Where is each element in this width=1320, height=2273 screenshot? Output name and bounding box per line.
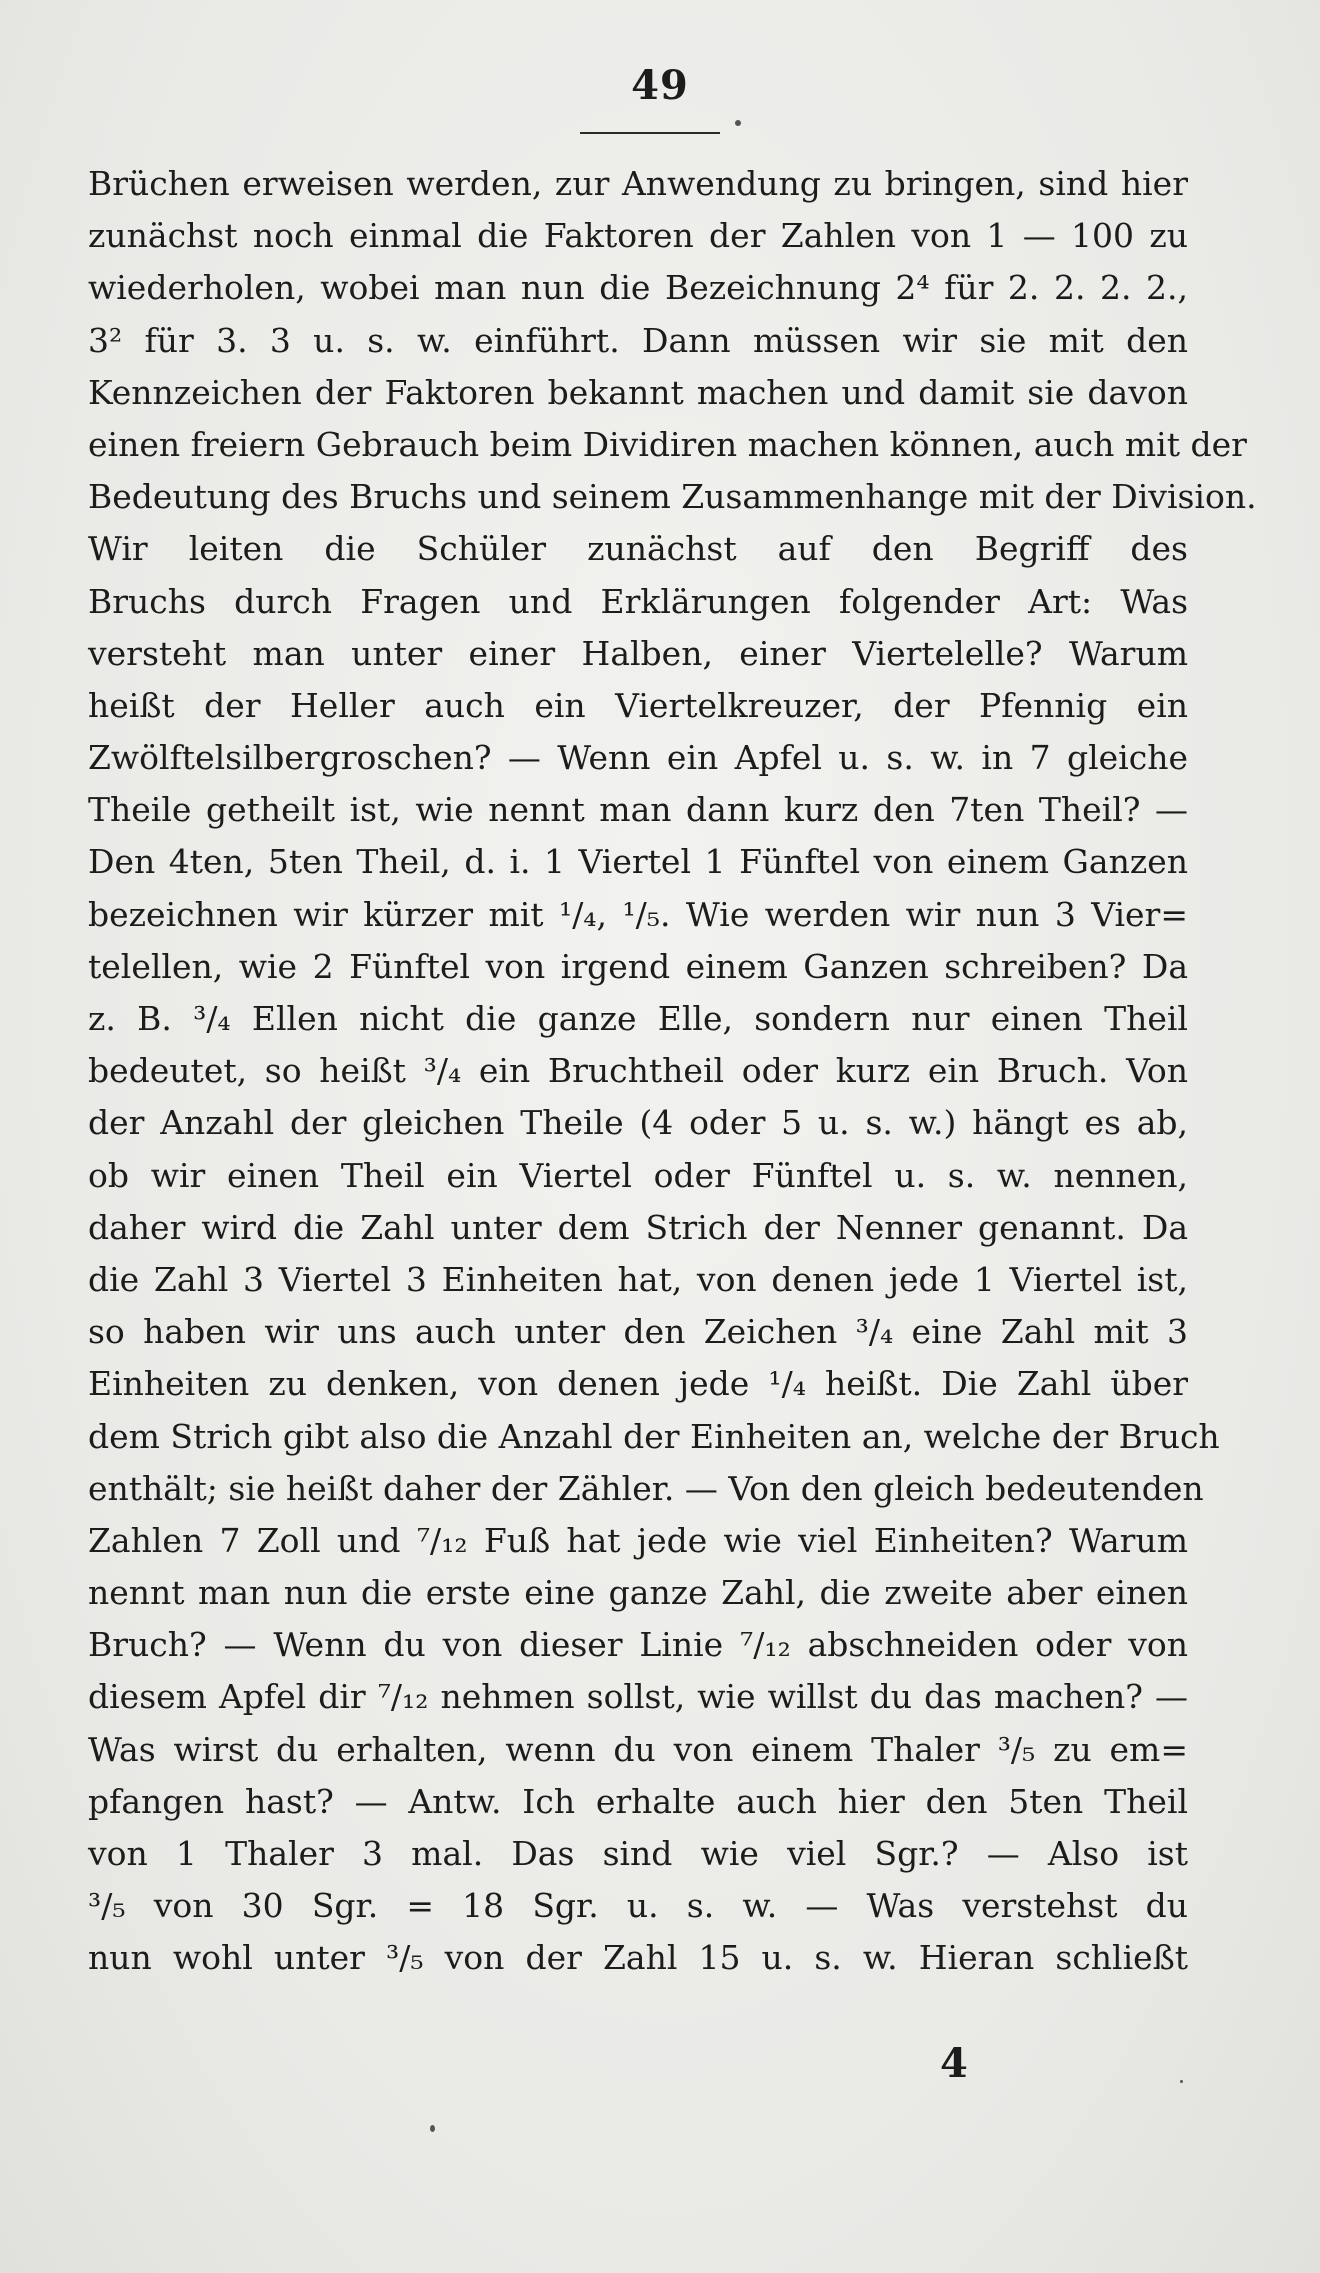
text-line: Bedeutung des Bruchs und seinem Zusammenhange mit der Division. bbox=[88, 477, 1257, 517]
text-line: Bruchs durch Fragen und Erklärungen folgender Art: Was bbox=[88, 581, 1188, 621]
text-line: dem Strich gibt also die Anzahl der Einheiten an, welche der Bruch bbox=[88, 1416, 1220, 1456]
text-line: Was wirst du erhalten, wenn du von einem Thaler ³/₅ zu em= bbox=[88, 1729, 1188, 1769]
text-line: Bruch? — Wenn du von dieser Linie ⁷/₁₂ abschneiden oder von bbox=[88, 1625, 1188, 1665]
signature-mark: 4 bbox=[940, 2040, 968, 2087]
text-line: daher wird die Zahl unter dem Strich der Nenner genannt. Da bbox=[88, 1207, 1188, 1247]
text-line: bedeutet, so heißt ³/₄ ein Bruchtheil oder kurz ein Bruch. Von bbox=[88, 1051, 1188, 1091]
text-line: die Zahl 3 Viertel 3 Einheiten hat, von denen jede 1 Viertel ist, bbox=[88, 1259, 1188, 1299]
text-line: Wir leiten die Schüler zunächst auf den Begriff des bbox=[88, 529, 1188, 569]
text-line: ob wir einen Theil ein Viertel oder Fünftel u. s. w. nennen, bbox=[88, 1155, 1188, 1195]
text-line: von 1 Thaler 3 mal. Das sind wie viel Sgr.? — Also ist bbox=[88, 1834, 1188, 1873]
text-line: wiederholen, wobei man nun die Bezeichnung 2⁴ für 2. 2. 2. 2., bbox=[88, 268, 1188, 308]
text-line: versteht man unter einer Halben, einer Viertelelle? Warum bbox=[88, 633, 1188, 673]
text-line: der Anzahl der gleichen Theile (4 oder 5 u. s. w.) hängt es ab, bbox=[88, 1103, 1188, 1143]
text-line: bezeichnen wir kürzer mit ¹/₄, ¹/₅. Wie werden wir nun 3 Vier= bbox=[88, 894, 1188, 934]
paper-speck bbox=[1180, 2080, 1183, 2083]
text-line: Zwölftelsilbergroschen? — Wenn ein Apfel u. s. w. in 7 gleiche bbox=[88, 738, 1188, 778]
text-line: 3² für 3. 3 u. s. w. einführt. Dann müssen wir sie mit den bbox=[88, 320, 1188, 360]
text-line: nun wohl unter ³/₅ von der Zahl 15 u. s. w. Hieran schließt bbox=[88, 1938, 1188, 1978]
text-line: Kennzeichen der Faktoren bekannt machen und damit sie davon bbox=[88, 372, 1188, 412]
page-number: 49 bbox=[631, 62, 689, 109]
text-line: so haben wir uns auch unter den Zeichen ³/₄ eine Zahl mit 3 bbox=[88, 1312, 1188, 1352]
text-line: Zahlen 7 Zoll und ⁷/₁₂ Fuß hat jede wie viel Einheiten? Warum bbox=[88, 1520, 1188, 1560]
paper-speck bbox=[735, 120, 741, 126]
text-line: Brüchen erweisen werden, zur Anwendung zu bringen, sind hier bbox=[88, 164, 1188, 203]
text-line: Einheiten zu denken, von denen jede ¹/₄ heißt. Die Zahl über bbox=[88, 1364, 1188, 1404]
text-line: z. B. ³/₄ Ellen nicht die ganze Elle, sondern nur einen Theil bbox=[88, 999, 1188, 1038]
header-rule bbox=[580, 132, 720, 134]
text-line: diesem Apfel dir ⁷/₁₂ nehmen sollst, wie willst du das machen? — bbox=[88, 1677, 1188, 1717]
body-text bbox=[88, 158, 1257, 1985]
text-line: zunächst noch einmal die Faktoren der Zahlen von 1 — 100 zu bbox=[88, 216, 1188, 256]
text-line: nennt man nun die erste eine ganze Zahl, die zweite aber einen bbox=[88, 1573, 1188, 1613]
text-line: Theile getheilt ist, wie nennt man dann kurz den 7ten Theil? — bbox=[88, 790, 1188, 830]
text-line: heißt der Heller auch ein Viertelkreuzer, der Pfennig ein bbox=[88, 685, 1188, 725]
text-line: ³/₅ von 30 Sgr. = 18 Sgr. u. s. w. — Was verstehst du bbox=[88, 1886, 1188, 1926]
text-line: telellen, wie 2 Fünftel von irgend einem Ganzen schreiben? Da bbox=[88, 946, 1188, 986]
text-line: enthält; sie heißt daher der Zähler. — Von den gleich bedeutenden bbox=[88, 1468, 1204, 1508]
paper-speck bbox=[430, 2125, 435, 2132]
text-line: einen freiern Gebrauch beim Dividiren machen können, auch mit der bbox=[88, 424, 1247, 464]
text-line: Den 4ten, 5ten Theil, d. i. 1 Viertel 1 Fünftel von einem Ganzen bbox=[88, 842, 1188, 882]
text-line: pfangen hast? — Antw. Ich erhalte auch hier den 5ten Theil bbox=[88, 1781, 1188, 1821]
